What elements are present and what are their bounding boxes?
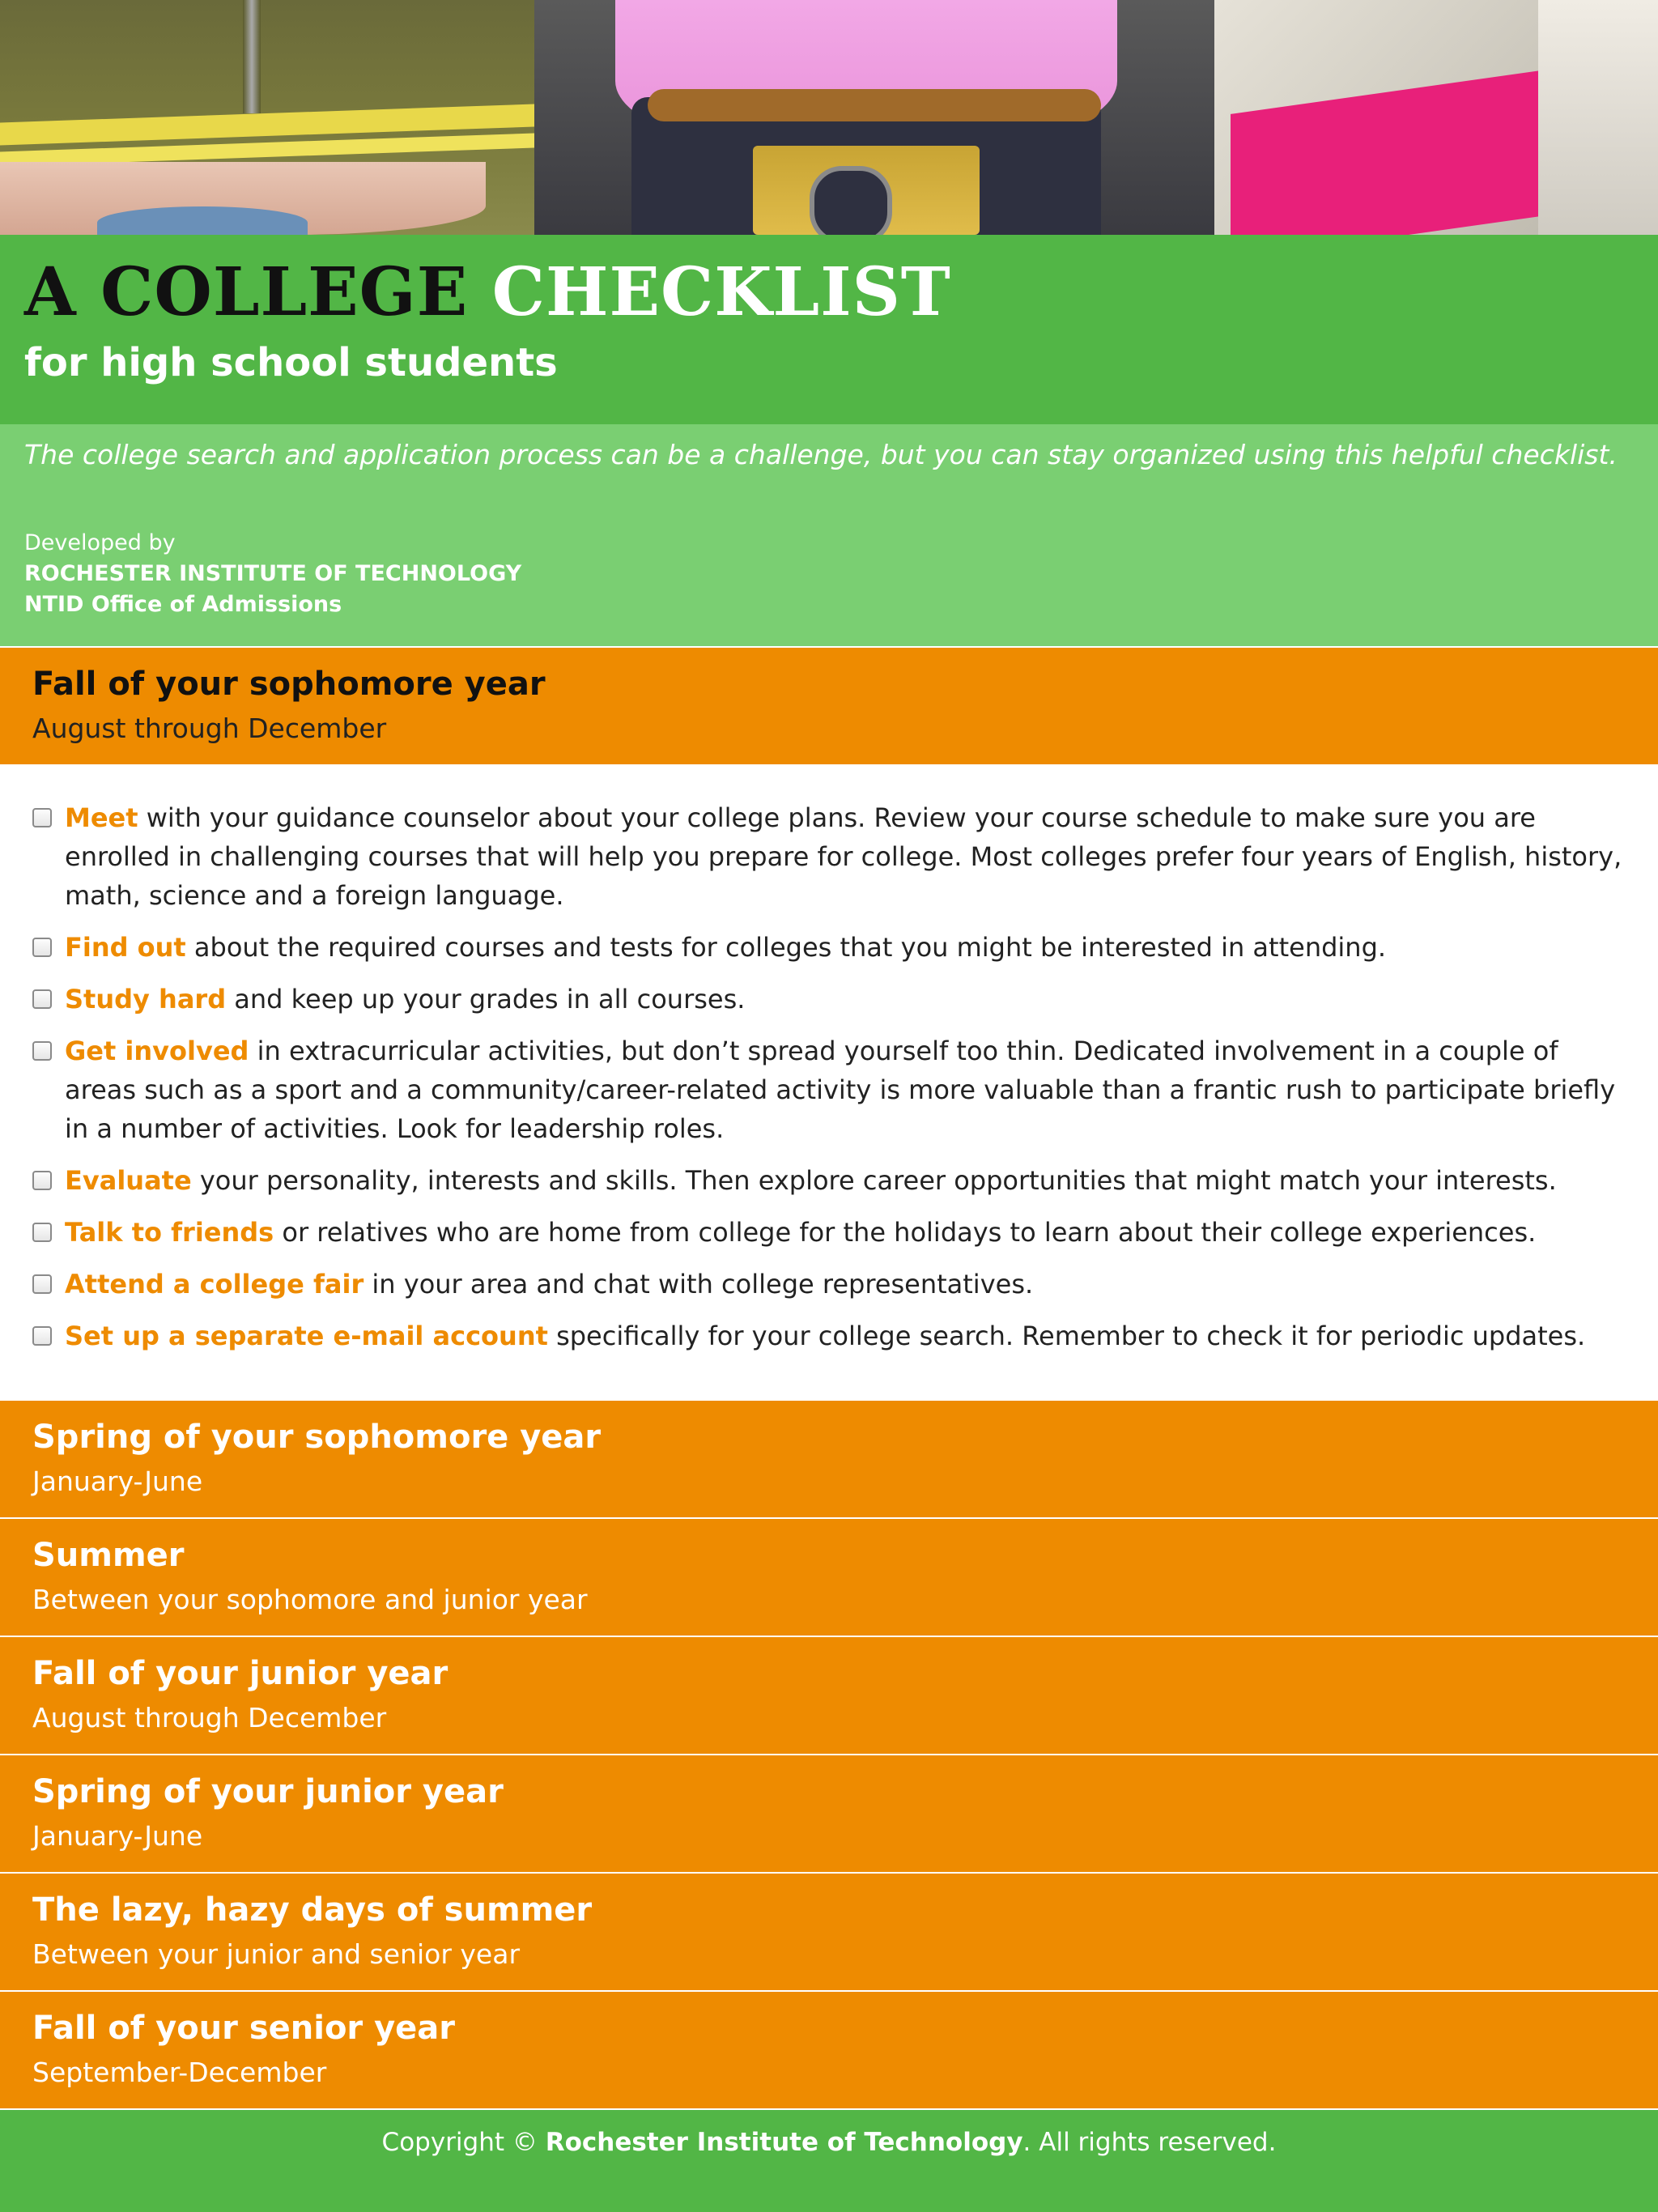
checkbox[interactable] bbox=[32, 938, 52, 957]
page-subtitle: for high school students bbox=[24, 340, 558, 385]
checkbox[interactable] bbox=[32, 989, 52, 1009]
section-title: Spring of your junior year bbox=[32, 1773, 504, 1810]
section-title: Fall of your sophomore year bbox=[32, 666, 546, 703]
section-subtitle: September-December bbox=[32, 2057, 327, 2088]
title-part-2: CHECKLIST bbox=[491, 253, 951, 331]
item-text: with your guidance counselor about your college plans. Review your course schedule to make sure you are enrolled in challenging courses that will help you prepare for college. Most colleges prefer four years of English, history, math, science and a foreign language. bbox=[65, 802, 1622, 911]
section-subtitle: August through December bbox=[32, 713, 387, 744]
checklist-item bbox=[32, 798, 1627, 915]
item-lead: Find out bbox=[65, 932, 186, 963]
section-subtitle: January-June bbox=[32, 1820, 203, 1852]
intro-text: The college search and application process can be a challenge, but you can stay organized using this helpful checklist. bbox=[24, 439, 1618, 470]
section-summer[interactable] bbox=[0, 1519, 1658, 1636]
item-lead: Study hard bbox=[65, 984, 227, 1015]
checklist-item bbox=[32, 1317, 1627, 1355]
checkbox[interactable] bbox=[32, 1223, 52, 1242]
section-spring-sophomore[interactable] bbox=[0, 1401, 1658, 1517]
section-title: Fall of your junior year bbox=[32, 1655, 449, 1692]
checklist-item bbox=[32, 1265, 1627, 1304]
checkbox[interactable] bbox=[32, 808, 52, 827]
item-text: specifically for your college search. Remember to check it for periodic updates. bbox=[547, 1321, 1586, 1351]
section-subtitle: August through December bbox=[32, 1702, 387, 1733]
item-lead: Get involved bbox=[65, 1036, 249, 1066]
copyright-suffix: . All rights reserved. bbox=[1022, 2128, 1277, 2157]
title-part-1: A COLLEGE bbox=[24, 253, 469, 331]
copyright-org: Rochester Institute of Technology bbox=[545, 2128, 1023, 2157]
checklist-item bbox=[32, 980, 1627, 1019]
developed-by-label: Developed by bbox=[24, 530, 176, 555]
item-text: or relatives who are home from college for the holidays to learn about their college experiences. bbox=[274, 1217, 1537, 1248]
item-text: in extracurricular activities, but don’t spread yourself too thin. Dedicated involvement in a couple of areas such as a sport and a community/career-related activity is more valuable than a frantic rush to participate briefly in a number of activities. Look for leadership roles. bbox=[65, 1036, 1616, 1144]
section-summer-senior[interactable] bbox=[0, 1874, 1658, 1990]
item-lead: Evaluate bbox=[65, 1165, 192, 1196]
item-text: and keep up your grades in all courses. bbox=[226, 984, 746, 1015]
item-lead: Meet bbox=[65, 802, 138, 833]
title-band bbox=[0, 235, 1658, 424]
section-subtitle: January-June bbox=[32, 1465, 203, 1497]
hero-photo bbox=[0, 0, 1658, 235]
checklist bbox=[0, 764, 1658, 1401]
section-fall-senior[interactable] bbox=[0, 1992, 1658, 2108]
item-lead: Talk to friends bbox=[65, 1217, 274, 1248]
item-text: in your area and chat with college representatives. bbox=[363, 1269, 1034, 1300]
item-lead: Set up a separate e-mail account bbox=[65, 1321, 548, 1351]
checkbox[interactable] bbox=[32, 1326, 52, 1346]
developed-by-block bbox=[24, 528, 521, 620]
checkbox[interactable] bbox=[32, 1041, 52, 1061]
checkbox[interactable] bbox=[32, 1171, 52, 1190]
section-spring-junior[interactable] bbox=[0, 1755, 1658, 1872]
page-title bbox=[24, 249, 951, 336]
copyright-text bbox=[0, 2128, 1658, 2157]
section-title: The lazy, hazy days of summer bbox=[32, 1891, 593, 1929]
copyright-prefix: Copyright © bbox=[381, 2128, 546, 2157]
section-subtitle: Between your junior and senior year bbox=[32, 1938, 521, 1970]
checklist-item bbox=[32, 1161, 1627, 1200]
item-lead: Attend a college fair bbox=[65, 1269, 364, 1300]
footer bbox=[0, 2110, 1658, 2212]
section-title: Spring of your sophomore year bbox=[32, 1419, 602, 1456]
checklist-item bbox=[32, 928, 1627, 967]
intro-band bbox=[0, 424, 1658, 646]
section-title: Summer bbox=[32, 1537, 185, 1574]
section-subtitle: Between your sophomore and junior year bbox=[32, 1584, 588, 1615]
org-department: NTID Office of Admissions bbox=[24, 592, 342, 617]
section-title: Fall of your senior year bbox=[32, 2010, 455, 2047]
org-name: ROCHESTER INSTITUTE OF TECHNOLOGY bbox=[24, 561, 522, 586]
checklist-item bbox=[32, 1032, 1627, 1148]
item-text: your personality, interests and skills. Then explore career opportunities that might match your interests. bbox=[191, 1165, 1557, 1196]
checkbox[interactable] bbox=[32, 1274, 52, 1294]
section-fall-sophomore[interactable] bbox=[0, 648, 1658, 764]
section-fall-junior[interactable] bbox=[0, 1637, 1658, 1754]
checklist-item bbox=[32, 1213, 1627, 1252]
item-text: about the required courses and tests for colleges that you might be interested in attending. bbox=[185, 932, 1387, 963]
